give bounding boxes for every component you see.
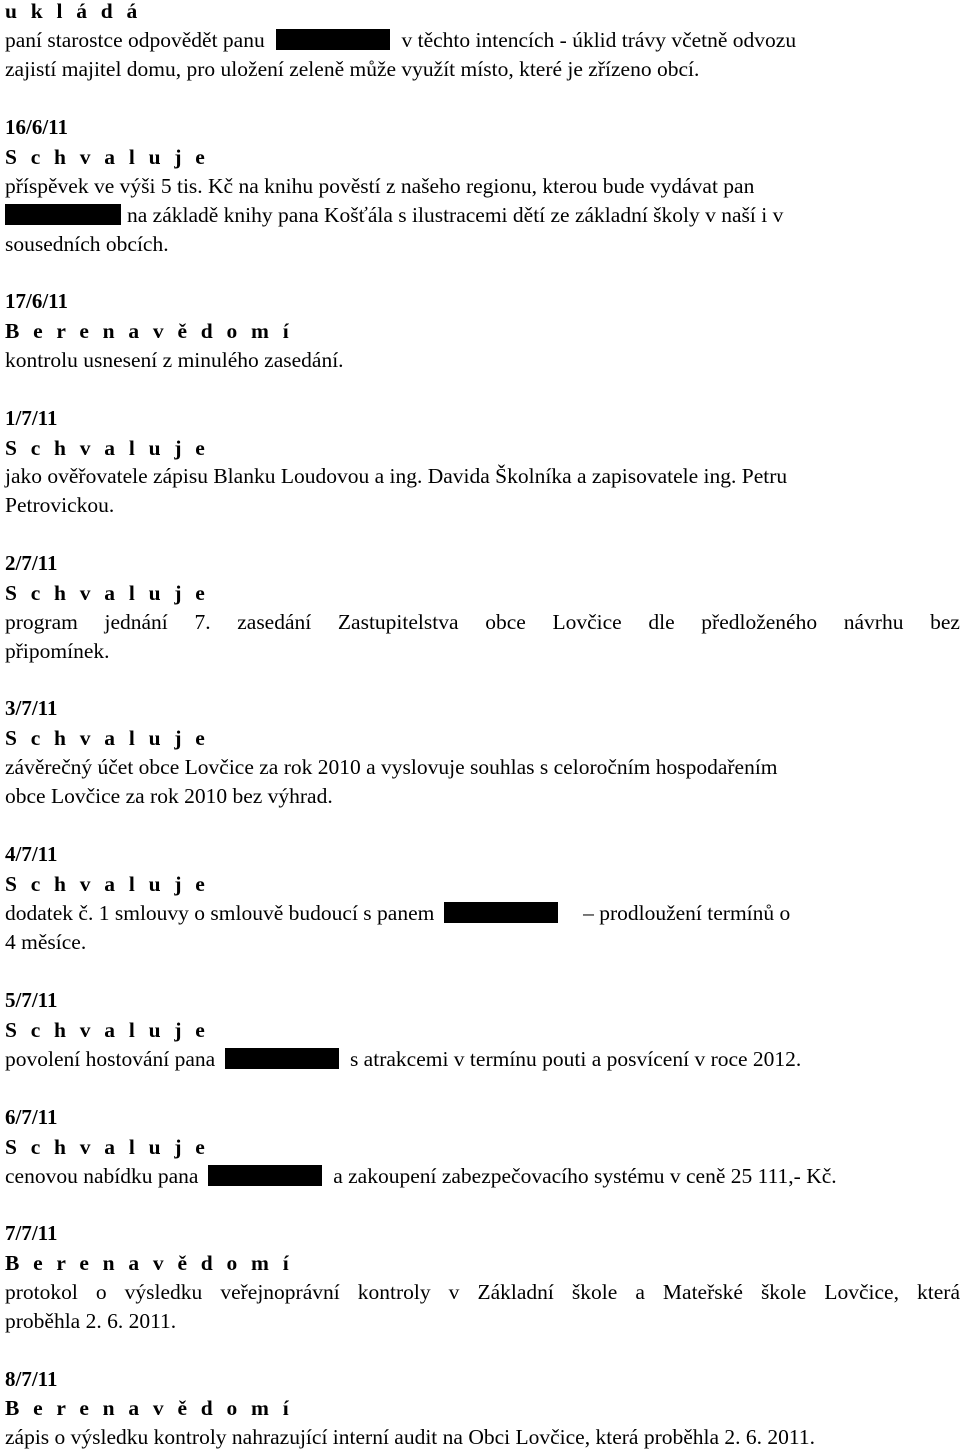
resolution-text-line: závěrečný účet obce Lovčice za rok 2010 a vyslovuje souhlas s celoročním hospodařením <box>5 755 778 779</box>
resolution-number: 17/6/11 <box>5 289 69 313</box>
resolution-verb: S c h v a l u j e <box>5 726 209 750</box>
resolution-text-line: dodatek č. 1 smlouvy o smlouvě budoucí s panem – prodloužení termínů o <box>5 901 791 925</box>
resolution-verb: S c h v a l u j e <box>5 581 209 605</box>
resolution-text-line: připomínek. <box>5 639 110 663</box>
resolution-text-line-justified: program jednání 7. zasedání Zastupitelstva obce Lovčice dle předloženého návrhu bez <box>5 610 960 634</box>
resolution-number: 5/7/11 <box>5 988 58 1012</box>
resolution-text-line: příspěvek ve výši 5 tis. Kč na knihu pověstí z našeho regionu, kterou bude vydávat pan <box>5 174 755 198</box>
redacted-name <box>5 204 121 225</box>
redacted-name <box>225 1048 339 1069</box>
resolution-text-line: sousedních obcích. <box>5 232 169 256</box>
resolution-number: 4/7/11 <box>5 842 58 866</box>
resolution-text-line: cenovou nabídku pana a zakoupení zabezpečovacího systému v ceně 25 111,- Kč. <box>5 1164 837 1188</box>
resolution-number: 6/7/11 <box>5 1105 58 1129</box>
resolution-text-line-justified: protokol o výsledku veřejnoprávní kontroly v Základní škole a Mateřské škole Lovčice, která <box>5 1280 960 1304</box>
resolution-text-line: obce Lovčice za rok 2010 bez výhrad. <box>5 784 333 808</box>
resolution-number: 16/6/11 <box>5 115 69 139</box>
resolution-verb: B e r e n a v ě d o m í <box>5 319 293 343</box>
resolution-verb: S c h v a l u j e <box>5 145 209 169</box>
resolution-number: 3/7/11 <box>5 696 58 720</box>
resolution-text-line: zápis o výsledku kontroly nahrazující interní audit na Obci Lovčice, která proběhla 2. 6. 2011. <box>5 1425 815 1449</box>
resolution-text-line: zajistí majitel domu, pro uložení zeleně může využít místo, které je zřízeno obcí. <box>5 57 700 81</box>
resolution-number: 8/7/11 <box>5 1367 58 1391</box>
resolution-text-line: 4 měsíce. <box>5 930 87 954</box>
redacted-name <box>444 902 558 923</box>
resolution-verb: S c h v a l u j e <box>5 1018 209 1042</box>
resolution-text-line: kontrolu usnesení z minulého zasedání. <box>5 348 344 372</box>
resolution-number: 2/7/11 <box>5 551 58 575</box>
resolution-number: 7/7/11 <box>5 1221 58 1245</box>
resolution-verb: S c h v a l u j e <box>5 436 209 460</box>
resolution-text-line: povolení hostování pana s atrakcemi v termínu pouti a posvícení v roce 2012. <box>5 1047 802 1071</box>
redacted-name <box>276 29 390 50</box>
resolution-verb: u k l á d á <box>5 0 142 23</box>
resolution-verb: B e r e n a v ě d o m í <box>5 1396 293 1420</box>
resolution-text-line: na základě knihy pana Košťála s ilustracemi dětí ze základní školy v naší i v <box>5 201 783 230</box>
resolution-verb: S c h v a l u j e <box>5 1135 209 1159</box>
resolution-verb: B e r e n a v ě d o m í <box>5 1251 293 1275</box>
resolution-number: 1/7/11 <box>5 406 58 430</box>
resolution-text-line: Petrovickou. <box>5 493 115 517</box>
redacted-name <box>208 1165 322 1186</box>
resolution-text-line: jako ověřovatele zápisu Blanku Loudovou a ing. Davida Školníka a zapisovatele ing. Petru <box>5 464 788 488</box>
resolution-verb: S c h v a l u j e <box>5 872 209 896</box>
resolution-text-line: paní starostce odpovědět panu v těchto intencích - úklid trávy včetně odvozu <box>5 28 797 52</box>
resolution-text-line: proběhla 2. 6. 2011. <box>5 1309 177 1333</box>
